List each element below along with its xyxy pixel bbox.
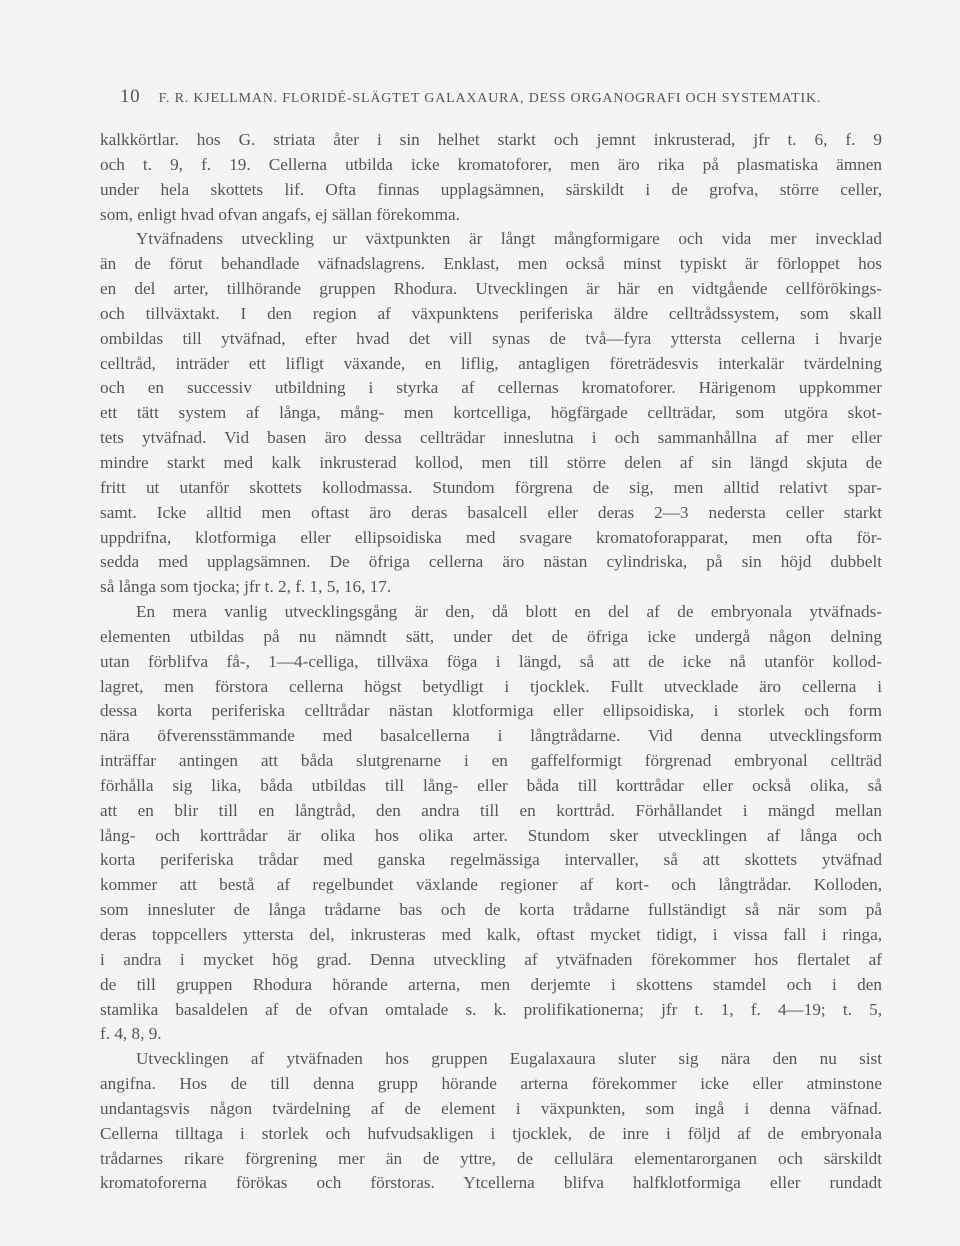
- text-line: än de förut behandlade väfnadslagrens. Enklast, men också minst typiskt är förloppet hos: [100, 254, 882, 274]
- text-line: som innesluter de långa trådarne bas och de korta trådarne fullständigt så när som på: [100, 900, 882, 920]
- text-line: och t. 9, f. 19. Cellerna utbilda icke kromatoforer, men äro rika på plasmatiska ämnen: [100, 154, 882, 174]
- text-line: som, enligt hvad ofvan angafs, ej sällan förekomma.: [100, 204, 460, 224]
- text-line: dessa korta periferiska celltrådar nästan klotformiga eller ellipsoidiska, i storlek och form: [100, 701, 882, 721]
- text-line: Utvecklingen af ytväfnaden hos gruppen Eugalaxaura sluter sig nära den nu sist: [136, 1049, 882, 1069]
- text-line: så långa som tjocka; jfr t. 2, f. 1, 5, 16, 17.: [100, 577, 392, 597]
- text-line: stamlika basaldelen af de ofvan omtalade s. k. prolifikationerna; jfr t. 1, f. 4—19; t. 5,: [100, 999, 882, 1019]
- text-line: sedda med upplagsämnen. De öfriga cellerna äro nästan cylindriska, på sin höjd dubbelt: [100, 552, 882, 572]
- text-line: mindre starkt med kalk inkrusterad kollod, men till större delen af sin längd skjuta de: [100, 452, 882, 472]
- running-title: F. R. KJELLMAN. FLORIDÉ-SLÄGTET GALAXAURA, DESS ORGANOGRAFI OCH SYSTEMATIK.: [158, 91, 822, 106]
- text-line: samt. Icke alltid men oftast äro deras basalcell eller deras 2—3 nedersta celler starkt: [100, 502, 882, 522]
- text-line: kalkkörtlar. hos G. striata åter i sin helhet starkt och jemnt inkrusterad, jfr t. 6, f. 9: [100, 130, 882, 149]
- text-line: f. 4, 8, 9.: [100, 1024, 162, 1044]
- text-line: En mera vanlig utvecklingsgång är den, då blott en del af de embryonala ytväfnads-: [136, 602, 882, 622]
- text-line: en del arter, tillhörande gruppen Rhodura. Utvecklingen är här en vidtgående cellförökings-: [100, 279, 882, 299]
- running-header: [120, 86, 860, 108]
- text-line: och en successiv utbildning i styrka af cellernas kromatoforer. Härigenom uppkommer: [100, 378, 882, 398]
- text-line: lagret, men förstora cellerna högst betydligt i tjocklek. Fullt utvecklade äro cellerna i: [100, 676, 882, 696]
- text-line: fritt ut utanför skottets kollodmassa. Stundom förgrena de sig, men alltid relativt spar-: [100, 477, 882, 497]
- text-line: tets ytväfnad. Vid basen äro dessa cellträdar inneslutna i och sammanhållna af mer eller: [100, 428, 882, 448]
- text-line: Ytväfnadens utveckling ur växtpunkten är långt mångformigare och vida mer invecklad: [136, 229, 882, 249]
- text-line: nära öfverensstämmande med basalcellerna i långtrådarne. Vid denna utvecklingsform: [100, 726, 882, 746]
- text-line: utan förblifva få-, 1—4-celliga, tillväxa föga i längd, så att de icke nå utanför kollod-: [100, 651, 882, 671]
- text-line: under hela skottets lif. Ofta finnas upplagsämnen, särskildt i de grofva, större celler,: [100, 179, 882, 199]
- text-line: trådarnes rikare förgrening mer än de yttre, de cellulära elementarorganen och särskildt: [100, 1148, 882, 1168]
- text-line: i andra i mycket hög grad. Denna utveckling af ytväfnaden förekommer hos flertalet af: [100, 949, 882, 969]
- text-line: deras toppcellers yttersta del, inkrusteras med kalk, oftast mycket tidigt, i vissa fall i ringa,: [100, 925, 882, 944]
- text-line: uppdrifna, klotformiga eller ellipsoidiska med svagare kromatoforapparat, men ofta för-: [100, 527, 882, 547]
- page-number: 10: [120, 86, 141, 107]
- text-line: angifna. Hos de till denna grupp hörande arterna förekommer icke eller atminstone: [100, 1074, 882, 1094]
- text-line: elementen utbildas på nu nämndt sätt, under det de öfriga icke undergå någon delning: [100, 626, 882, 646]
- text-line: ett tätt system af långa, mång- men kortcelliga, högfärgade cellträdar, som utgöra skot-: [100, 403, 882, 423]
- text-line: celltråd, inträder ett lifligt växande, en liflig, antagligen företrädesvis interkalär tvärdelning: [100, 353, 882, 373]
- text-line: de till gruppen Rhodura hörande arterna, men derjemte i skottens stamdel och i den: [100, 974, 882, 994]
- text-line: Cellerna tilltaga i storlek och hufvudsakligen i tjocklek, de inre i följd af de embryonala: [100, 1123, 882, 1143]
- text-line: och tillväxtakt. I den region af växpunktens periferiska äldre celltrådssystem, som skall: [100, 303, 882, 323]
- text-line: kromatoforerna förökas och förstoras. Ytcellerna blifva halfklotformiga eller rundadt: [100, 1173, 882, 1193]
- text-line: förhålla sig lika, båda utbildas till lång- eller båda till korttrådar eller också olika, så: [100, 775, 882, 795]
- text-line: inträffar antingen att båda slutgrenarne i en gaffelformigt förgrenad embryonal cellträd: [100, 751, 882, 771]
- text-line: ombildas till ytväfnad, efter hvad det vill synas de två—fyra yttersta cellerna i hvarje: [100, 328, 882, 348]
- text-line: lång- och korttrådar är olika hos olika arter. Stundom sker utvecklingen af långa och: [100, 825, 882, 845]
- text-line: kommer att bestå af regelbundet växlande regioner af kort- och långtrådar. Kolloden,: [100, 875, 882, 895]
- text-line: undantagsvis någon tvärdelning af de element i växpunkten, som ingå i denna väfnad.: [100, 1098, 882, 1118]
- text-line: korta periferiska trådar med ganska regelmässiga intervaller, så att skottets ytväfnad: [100, 850, 882, 870]
- text-line: att en blir till en långtråd, den andra till en korttråd. Förhållandet i mängd mellan: [100, 800, 882, 820]
- body-text: [100, 128, 882, 1196]
